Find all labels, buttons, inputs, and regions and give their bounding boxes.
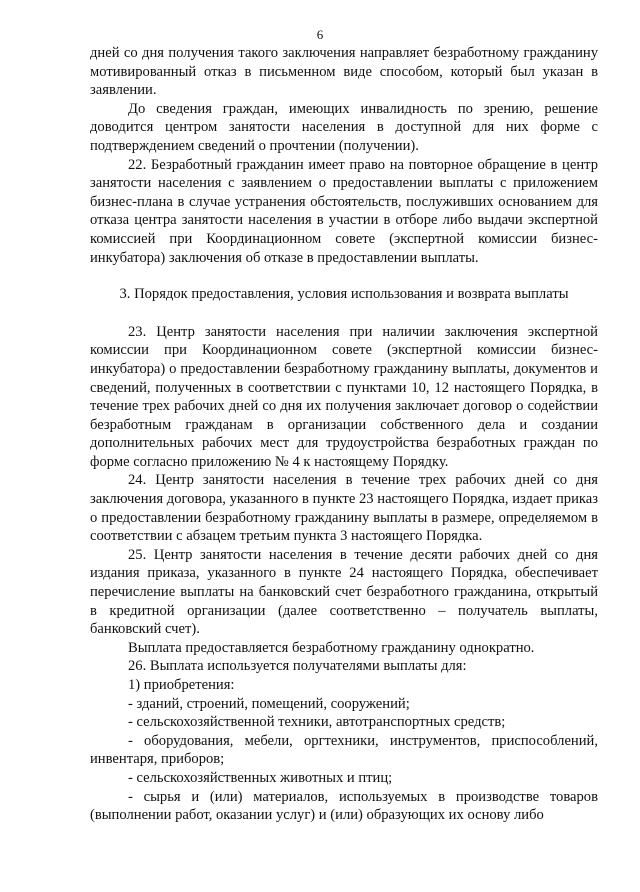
section-heading: 3. Порядок предоставления, условия использования и возврата выплаты: [119, 286, 569, 303]
list-item-buildings: - зданий, строений, помещений, сооружений;: [128, 695, 410, 712]
paragraph-item-22: 22. Безработный гражданин имеет право на повторное обращение в центр занятости населения с заявлением о предоставлении выплаты с приложением бизнес-плана в случае устранения обстоятельств, послуживших основанием для отказа центра занятости населения в участии в отборе либо выдачи экспертной комиссией при Координационном совете (экспертной комиссии бизнес-инкубатора) заключения об отказе в предоставлении выплаты.: [90, 156, 598, 266]
paragraph-vision-disability: До сведения граждан, имеющих инвалидность по зрению, решение доводится центром занятости населения в доступной для них форме с подтверждением сведений о прочтении (получении).: [90, 100, 598, 154]
list-item-animals: - сельскохозяйственных животных и птиц;: [128, 769, 393, 786]
paragraph-continuation: дней со дня получения такого заключения направляет безработному гражданину мотивированный отказ в письменном виде способом, который был указан в заявлении.: [90, 45, 598, 99]
page-number: 6: [316, 27, 324, 42]
list-item-raw-materials: - сырья и (или) материалов, используемых в производстве товаров (выполнении работ, оказании услуг) и (или) образующих их основу либо: [90, 788, 598, 824]
paragraph-item-26: 26. Выплата используется получателями выплаты для:: [128, 658, 467, 675]
spacer: [90, 267, 598, 285]
paragraph-item-24: 24. Центр занятости населения в течение трех рабочих дней со дня заключения договора, указанного в пункте 23 настоящего Порядка, издает приказ о предоставлении безработному гражданину выплаты в размере, определяемом в соответствии с абзацем третьим пункта 3 настоящего Порядка.: [90, 472, 598, 545]
list-item-machinery: - сельскохозяйственной техники, автотранспортных средств;: [128, 714, 506, 731]
paragraph-one-time-payment: Выплата предоставляется безработному гражданину однократно.: [128, 639, 535, 656]
paragraph-item-25: 25. Центр занятости населения в течение десяти рабочих дней со дня издания приказа, указанного в пункте 24 настоящего Порядка, обеспечивает перечисление выплаты на банковский счет безработного гражданина, открытый в кредитной организации (далее соответственно – получатель выплаты, банковский счет).: [90, 546, 598, 638]
list-item-equipment: - оборудования, мебели, оргтехники, инструментов, приспособлений, инвентаря, приборов;: [90, 732, 598, 768]
document-body: [90, 44, 598, 825]
paragraph-item-23: 23. Центр занятости населения при наличии заключения экспертной комиссии при Координационном совете (экспертной комиссии бизнес-инкубатора) о предоставлении безработному гражданину выплаты, документов и сведений, полученных в соответствии с пунктами 10, 12 настоящего Порядка, в течение трех рабочих дней со дня их получения заключает договор о содействии безработным гражданам в организации собственного дела и создании дополнительных рабочих мест для трудоустройства безработных граждан по форме согласно приложению № 4 к настоящему Порядку.: [90, 323, 598, 470]
spacer: [90, 304, 598, 323]
list-item-acquisition: 1) приобретения:: [128, 677, 235, 693]
